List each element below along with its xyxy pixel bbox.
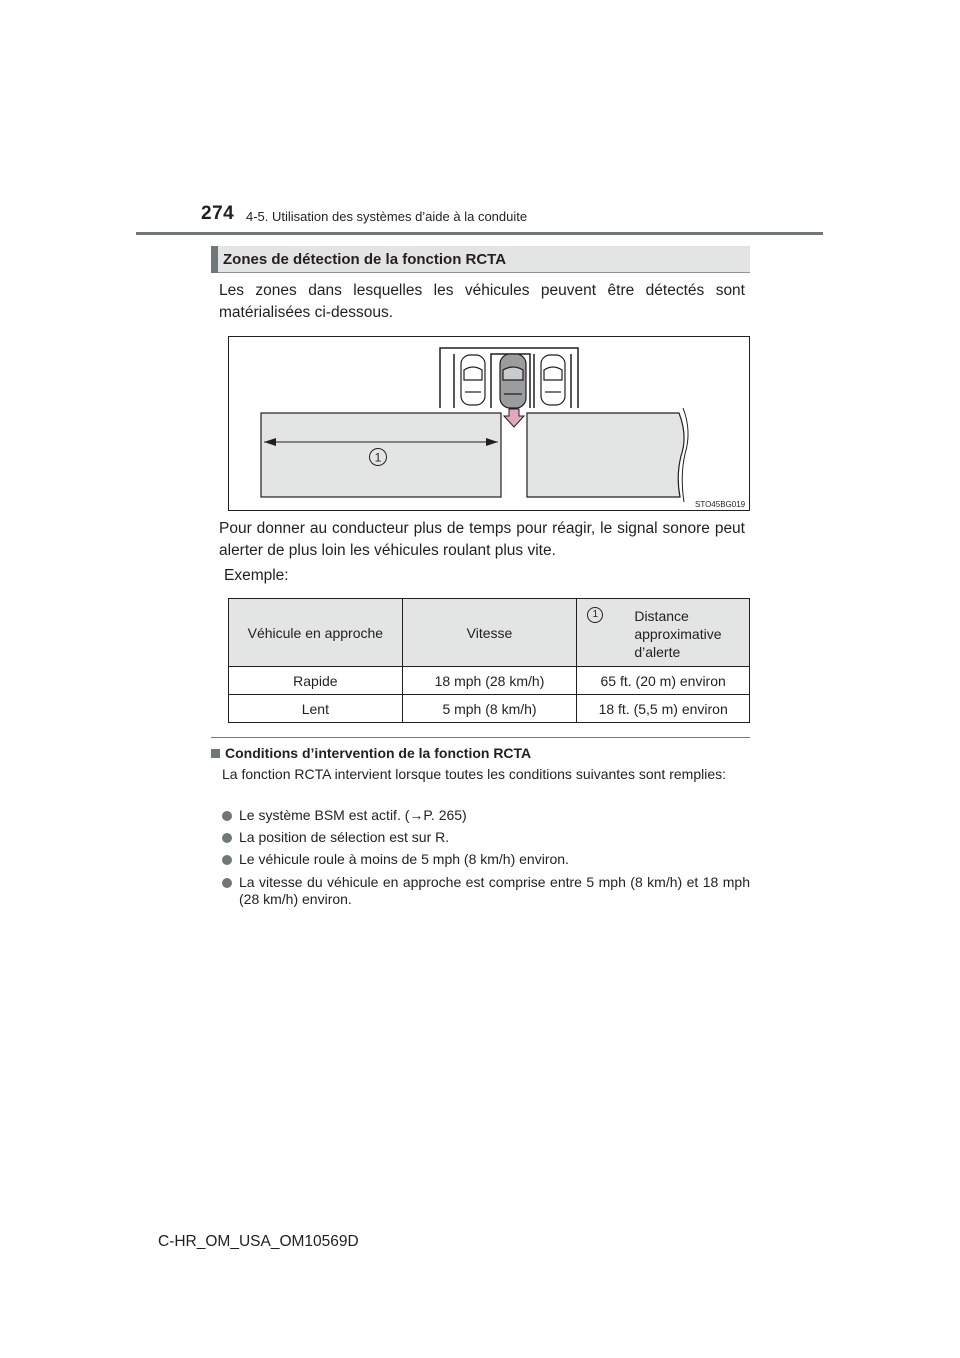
section-heading-text: Zones de détection de la fonction RCTA	[223, 251, 507, 268]
parked-car-left	[461, 355, 485, 405]
list-item-text: Le véhicule roule à moins de 5 mph (8 km/h) environ.	[239, 851, 569, 867]
header-alert-distance	[577, 599, 750, 667]
header-speed: Vitesse	[402, 599, 577, 667]
list-item	[222, 874, 750, 908]
table-header-row	[229, 599, 750, 667]
bullet-dot-icon	[222, 811, 232, 821]
header-approaching-vehicle: Véhicule en approche	[229, 599, 403, 667]
square-bullet-icon	[211, 749, 220, 758]
cell-speed: 5 mph (8 km/h)	[402, 695, 577, 723]
list-item	[222, 807, 750, 824]
header-callout-number: 1	[587, 607, 603, 623]
list-item-text: La vitesse du véhicule en approche est comprise entre 5 mph (8 km/h) et 18 mph (28 km/h) environ.	[239, 874, 750, 907]
cell-distance: 18 ft. (5,5 m) environ	[577, 695, 750, 723]
section-title: 4-5. Utilisation des systèmes d’aide à la conduite	[246, 209, 528, 224]
list-item	[222, 851, 750, 868]
intro-paragraph: Les zones dans lesquelles les véhicules peuvent être détectés sont matérialisées ci-dessous.	[219, 282, 745, 321]
parked-car-right	[541, 355, 565, 405]
cell-vehicle: Lent	[229, 695, 403, 723]
bullet-dot-icon	[222, 878, 232, 888]
callout-number: 1	[374, 450, 382, 465]
page-number: 274	[201, 203, 235, 224]
header-alert-distance-text: Distance approximative d’alerte	[634, 608, 722, 660]
cell-vehicle: Rapide	[229, 667, 403, 695]
section-heading	[211, 246, 750, 273]
table-row	[229, 667, 750, 695]
alert-distance-table	[228, 598, 750, 723]
subsection-rule	[211, 737, 750, 738]
list-item-text: Le système BSM est actif. (→P. 265)	[239, 807, 467, 823]
cell-speed: 18 mph (28 km/h)	[402, 667, 577, 695]
timing-paragraph: Pour donner au conducteur plus de temps pour réagir, le signal sonore peut alerter de plus loin les véhicules roulant plus vite.	[219, 520, 745, 559]
rcta-detection-diagram	[228, 336, 750, 511]
list-item	[222, 829, 750, 846]
bullet-dot-icon	[222, 855, 232, 865]
example-label: Exemple:	[224, 567, 289, 584]
bullet-dot-icon	[222, 833, 232, 843]
diagram-code: STO45BG019	[695, 500, 746, 509]
own-vehicle	[500, 354, 526, 408]
list-item-text: La position de sélection est sur R.	[239, 829, 450, 845]
cell-distance: 65 ft. (20 m) environ	[577, 667, 750, 695]
detection-zone-right	[527, 413, 684, 497]
table-row	[229, 695, 750, 723]
conditions-heading	[211, 745, 531, 761]
document-code: C-HR_OM_USA_OM10569D	[158, 1233, 359, 1250]
header-rule	[136, 232, 823, 235]
conditions-heading-text: Conditions d’intervention de la fonction RCTA	[225, 745, 532, 761]
conditions-intro: La fonction RCTA intervient lorsque toutes les conditions suivantes sont remplies:	[222, 766, 726, 782]
heading-accent-bar	[211, 246, 218, 273]
